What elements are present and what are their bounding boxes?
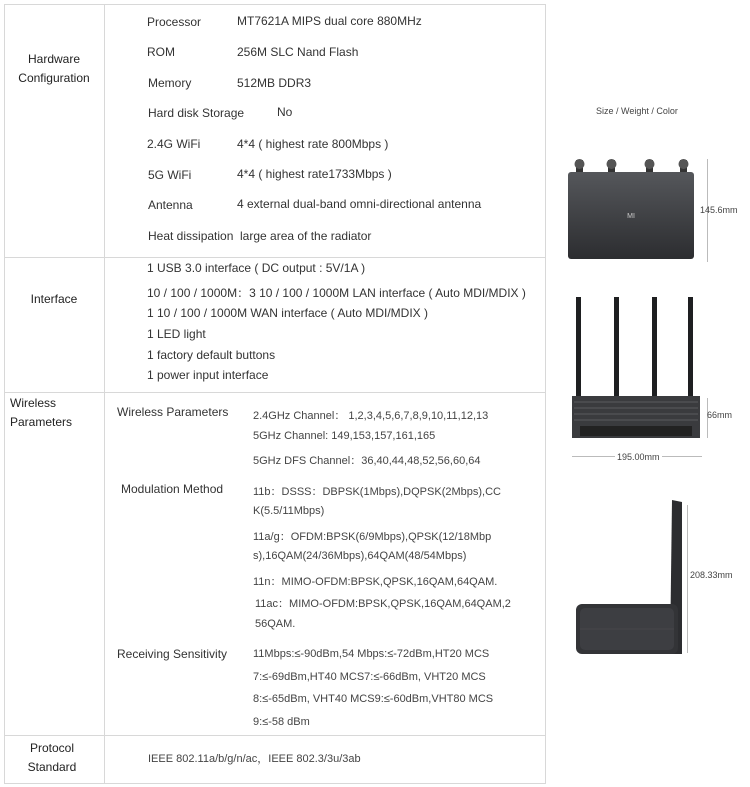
spec-value: MT7621A MIPS dual core 880MHz bbox=[237, 14, 422, 28]
spec-value: 4 external dual-band omni-directional antenna bbox=[237, 197, 482, 211]
wireless-line: 11b：DSSS：DBPSK(1Mbps),DQPSK(2Mbps),CC bbox=[253, 486, 501, 498]
logo-text: MI bbox=[627, 213, 635, 220]
divider bbox=[104, 392, 105, 735]
divider bbox=[4, 735, 546, 736]
divider bbox=[104, 4, 105, 257]
spec-label: Antenna bbox=[148, 198, 193, 212]
spec-value: 4*4 ( highest rate1733Mbps ) bbox=[237, 167, 392, 181]
wireless-line: 5GHz Channel: 149,153,157,161,165 bbox=[253, 430, 436, 442]
spec-label: ROM bbox=[147, 45, 175, 59]
spec-label: 2.4G WiFi bbox=[147, 137, 201, 151]
section-title-hardware: Hardware Configuration bbox=[18, 52, 90, 85]
wireless-line: 11n：MIMO-OFDM:BPSK,QPSK,16QAM,64QAM. bbox=[253, 576, 498, 588]
spec-label: 5G WiFi bbox=[148, 168, 192, 182]
interface-line: 1 power input interface bbox=[147, 368, 269, 382]
wireless-group-label: Modulation Method bbox=[121, 482, 224, 496]
size-heading: Size / Weight / Color bbox=[596, 106, 678, 116]
spec-value: 256M SLC Nand Flash bbox=[237, 45, 359, 59]
wireless-line: 11Mbps:≤-90dBm,54 Mbps:≤-72dBm,HT20 MCS bbox=[253, 648, 490, 660]
wireless-group-label: Receiving Sensitivity bbox=[117, 647, 228, 661]
divider bbox=[104, 257, 105, 392]
interface-line: 1 USB 3.0 interface ( DC output : 5V/1A ) bbox=[147, 261, 366, 275]
spec-value: No bbox=[277, 105, 293, 119]
dimension-label: 145.6mm bbox=[700, 205, 738, 215]
interface-line: 1 factory default buttons bbox=[147, 348, 276, 362]
wireless-line: 11a/g：OFDM:BPSK(6/9Mbps),QPSK(12/18Mbp bbox=[253, 531, 492, 543]
dimension-line bbox=[687, 505, 688, 653]
divider bbox=[104, 735, 105, 784]
wireless-line: 2.4GHz Channel： 1,2,3,4,5,6,7,8,9,10,11,12,13 bbox=[253, 410, 489, 422]
spec-value: large area of the radiator bbox=[240, 229, 372, 243]
interface-line: 10 / 100 / 1000M：3 10 / 100 / 1000M LAN interface ( Auto MDI/MDIX ) bbox=[147, 286, 526, 300]
divider bbox=[4, 257, 546, 258]
spec-label: Processor bbox=[147, 15, 202, 29]
wireless-line: 9:≤-58 dBm bbox=[253, 716, 310, 728]
wireless-line: 11ac：MIMO-OFDM:BPSK,QPSK,16QAM,64QAM,2 bbox=[255, 598, 511, 610]
spec-label: Heat dissipation bbox=[148, 229, 234, 243]
section-title-wireless: Wireless Parameters bbox=[10, 396, 73, 429]
router-front-image bbox=[562, 150, 712, 265]
wireless-line: 8:≤-65dBm, VHT40 MCS9:≤-60dBm,VHT80 MCS bbox=[253, 693, 494, 705]
dimension-label: 195.00mm bbox=[617, 452, 660, 462]
spec-label: Memory bbox=[148, 76, 192, 90]
spec-label: Hard disk Storage bbox=[148, 106, 245, 120]
interface-line: 1 10 / 100 / 1000M WAN interface ( Auto MDI/MDIX ) bbox=[147, 306, 428, 320]
wireless-line: s),16QAM(24/36Mbps),64QAM(48/54Mbps) bbox=[253, 550, 467, 562]
wireless-group-label: Wireless Parameters bbox=[117, 405, 229, 419]
wireless-line: 5GHz DFS Channel：36,40,44,48,52,56,60,64 bbox=[253, 455, 481, 467]
spec-value: 512MB DDR3 bbox=[237, 76, 312, 90]
wireless-line: 56QAM. bbox=[255, 618, 296, 630]
section-title-interface: Interface bbox=[30, 292, 78, 306]
router-rear-image bbox=[566, 292, 706, 452]
wireless-line: 7:≤-69dBm,HT40 MCS7:≤-66dBm, VHT20 MCS bbox=[253, 671, 486, 683]
protocol-value: IEEE 802.11a/b/g/n/ac，IEEE 802.3/3u/3ab bbox=[148, 753, 361, 765]
wireless-line: K(5.5/11Mbps) bbox=[253, 505, 325, 517]
dimension-label: 66mm bbox=[707, 410, 733, 420]
dimension-label: 208.33mm bbox=[690, 570, 733, 580]
interface-line: 1 LED light bbox=[147, 327, 206, 341]
router-side-image bbox=[570, 496, 700, 658]
section-title-protocol: Protocol Standard bbox=[27, 741, 77, 774]
spec-value: 4*4 ( highest rate 800Mbps ) bbox=[237, 137, 389, 151]
divider bbox=[4, 392, 546, 393]
